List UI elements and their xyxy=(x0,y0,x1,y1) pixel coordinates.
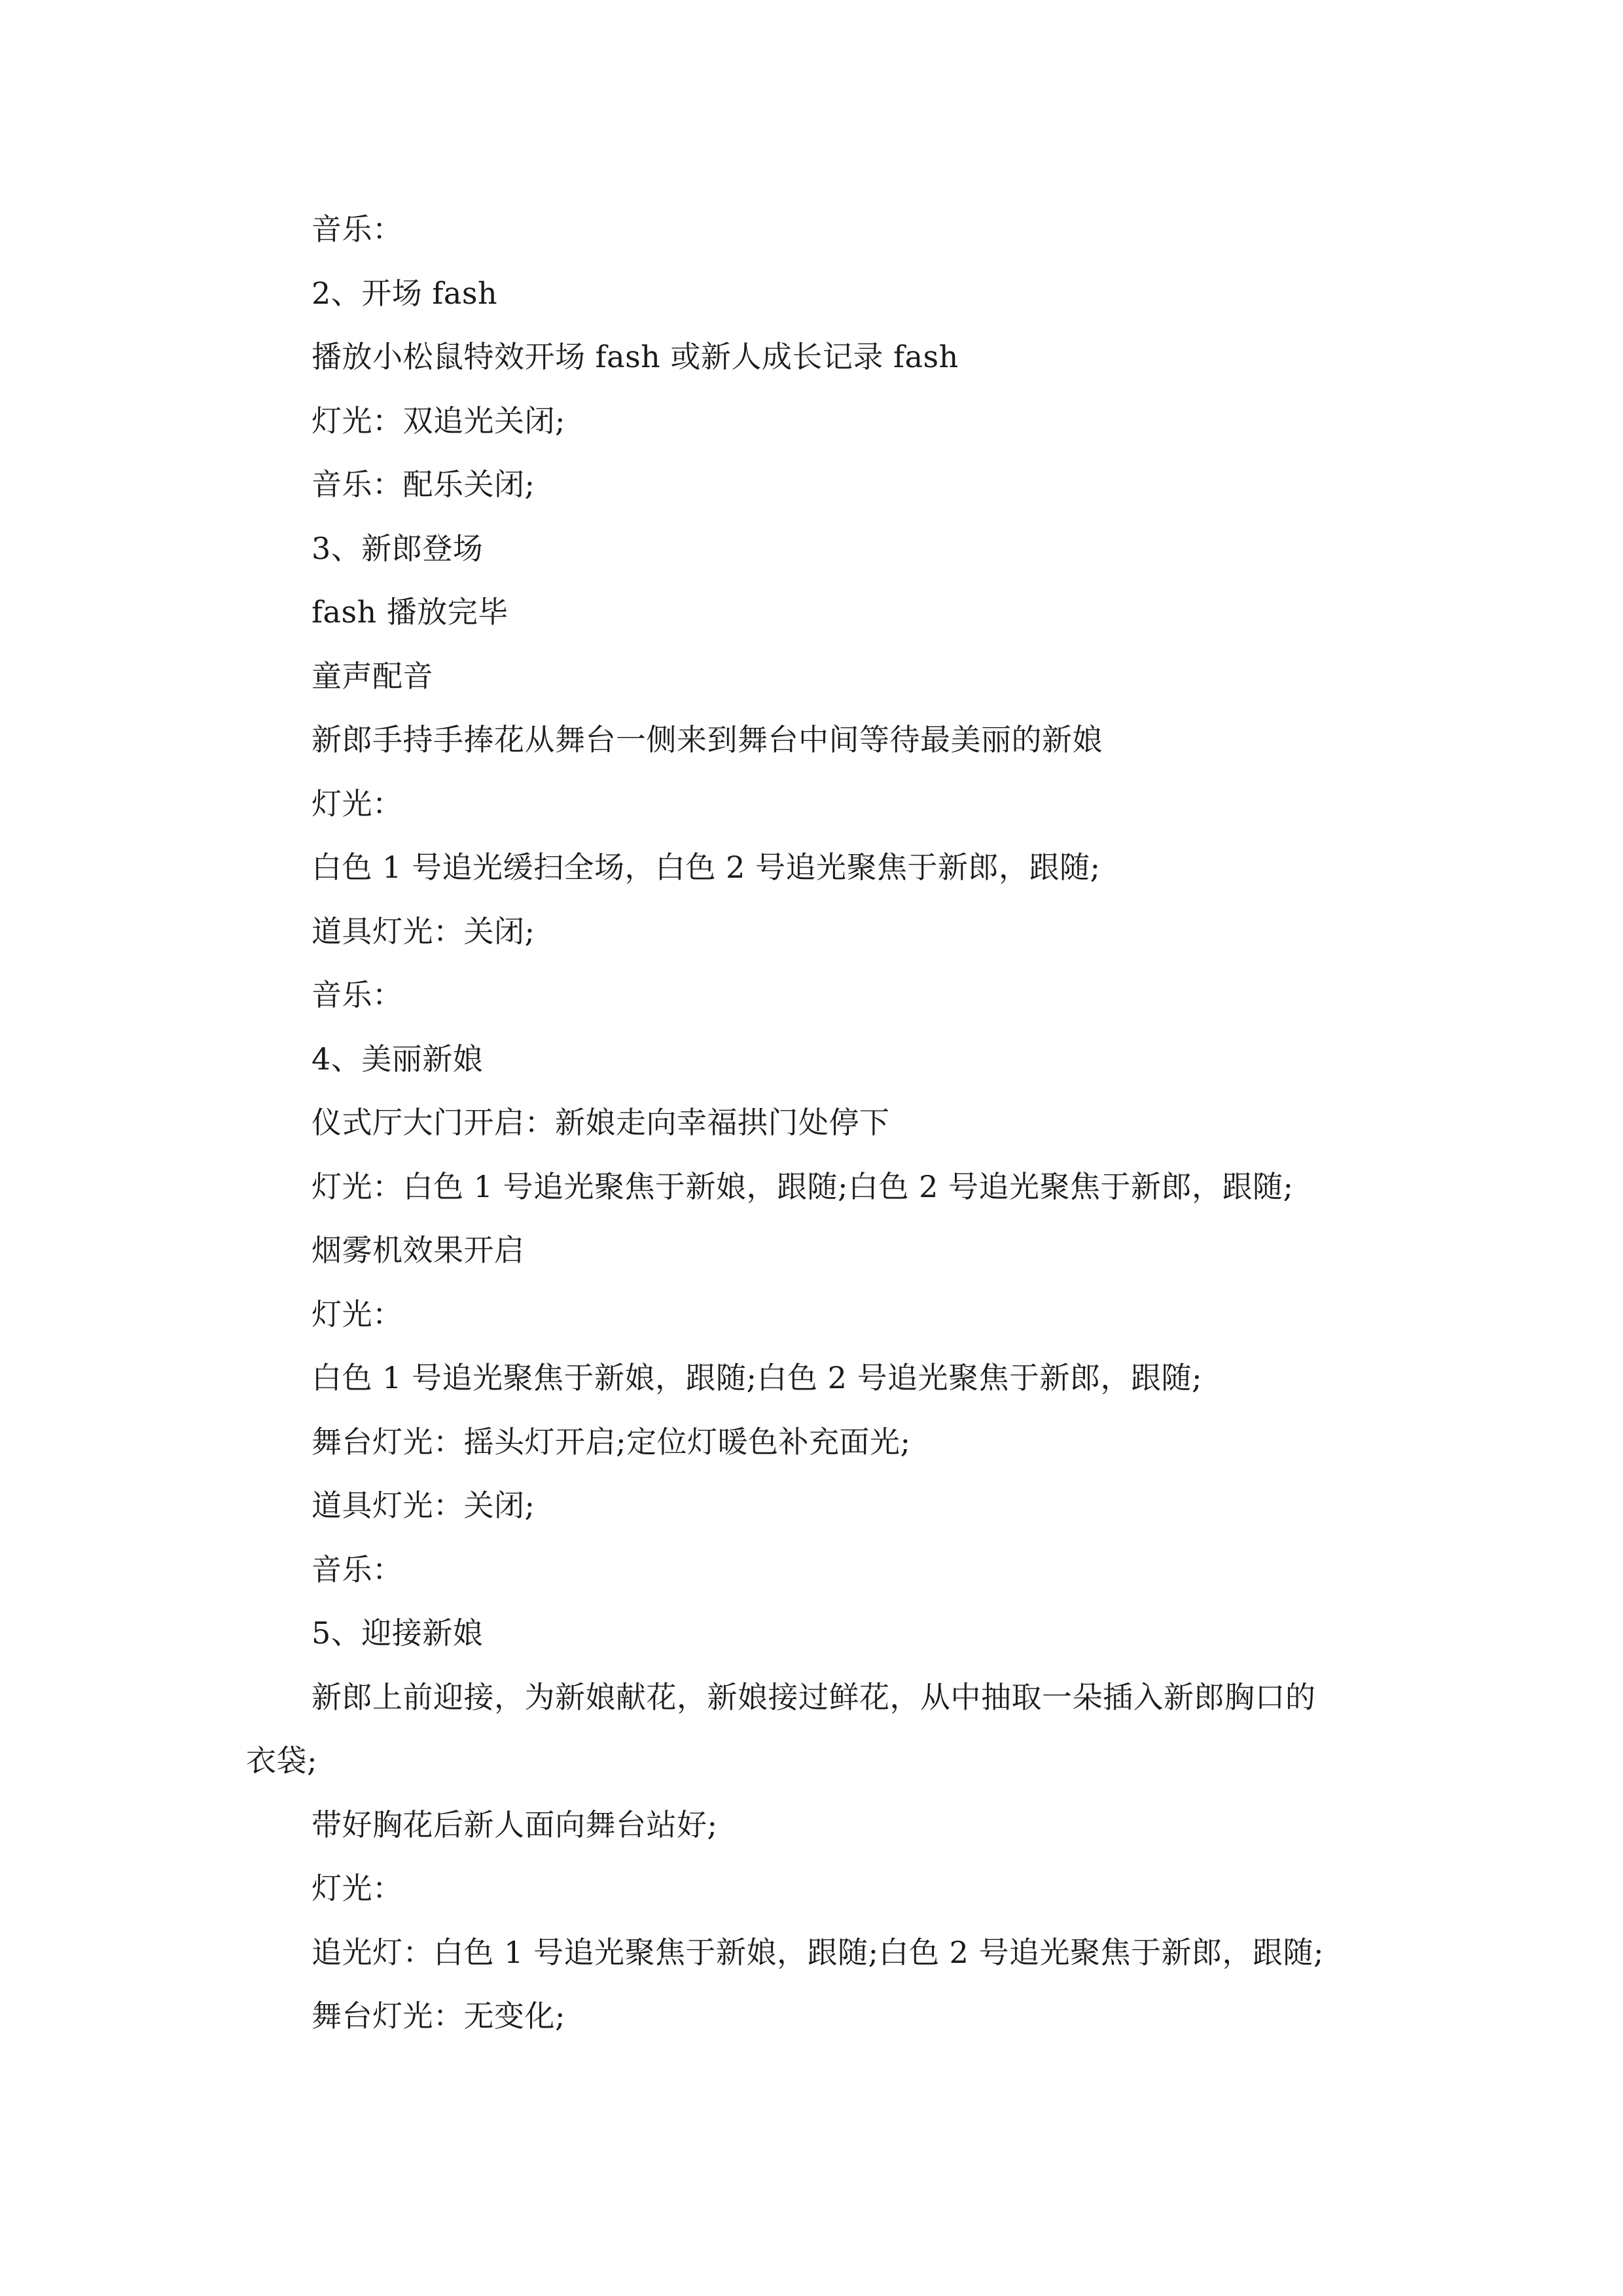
text-line: 追光灯：白色 1 号追光聚焦于新娘，跟随;白色 2 号追光聚焦于新郎，跟随; xyxy=(312,1934,1325,1970)
text-line: 仪式厅大门开启：新娘走向幸福拱门处停下 xyxy=(312,1105,890,1140)
text-line: 音乐：配乐关闭; xyxy=(312,467,535,502)
text-line: 音乐： xyxy=(312,977,403,1013)
text-line: fash 播放完毕 xyxy=(312,594,508,630)
text-line-continuation: 衣袋; xyxy=(246,1743,317,1778)
text-line: 新郎上前迎接，为新娘献花，新娘接过鲜花，从中抽取一朵插入新郎胸口的 xyxy=(312,1679,1316,1715)
document-body xyxy=(246,198,1411,2049)
text-line: 音乐： xyxy=(312,1551,403,1587)
text-line: 道具灯光：关闭; xyxy=(312,913,535,949)
text-line: 新郎手持手捧花从舞台一侧来到舞台中间等待最美丽的新娘 xyxy=(312,722,1103,757)
section-heading: 2、开场 fash xyxy=(312,275,498,311)
text-line: 道具灯光：关闭; xyxy=(312,1488,535,1523)
text-line: 灯光：双追光关闭; xyxy=(312,403,565,439)
text-line: 童声配音 xyxy=(312,658,433,694)
text-line: 音乐： xyxy=(312,211,403,247)
text-line: 灯光： xyxy=(312,785,403,821)
text-line: 带好胸花后新人面向舞台站好; xyxy=(312,1806,718,1842)
text-line: 白色 1 号追光聚焦于新娘，跟随;白色 2 号追光聚焦于新郎，跟随; xyxy=(312,1360,1203,1395)
section-heading: 3、新郎登场 xyxy=(312,530,484,566)
text-line: 灯光： xyxy=(312,1871,403,1906)
section-heading: 5、迎接新娘 xyxy=(312,1615,484,1651)
text-line: 播放小松鼠特效开场 fash 或新人成长记录 fash xyxy=(312,339,959,374)
text-line: 灯光： xyxy=(312,1296,403,1332)
text-line: 舞台灯光：无变化; xyxy=(312,1998,565,2034)
text-line: 白色 1 号追光缓扫全场，白色 2 号追光聚焦于新郎，跟随; xyxy=(312,850,1101,885)
text-line: 灯光：白色 1 号追光聚焦于新娘，跟随;白色 2 号追光聚焦于新郎，跟随; xyxy=(312,1168,1294,1204)
text-line: 舞台灯光：摇头灯开启;定位灯暖色补充面光; xyxy=(312,1424,911,1460)
section-heading: 4、美丽新娘 xyxy=(312,1041,484,1077)
text-line: 烟雾机效果开启 xyxy=(312,1232,525,1268)
